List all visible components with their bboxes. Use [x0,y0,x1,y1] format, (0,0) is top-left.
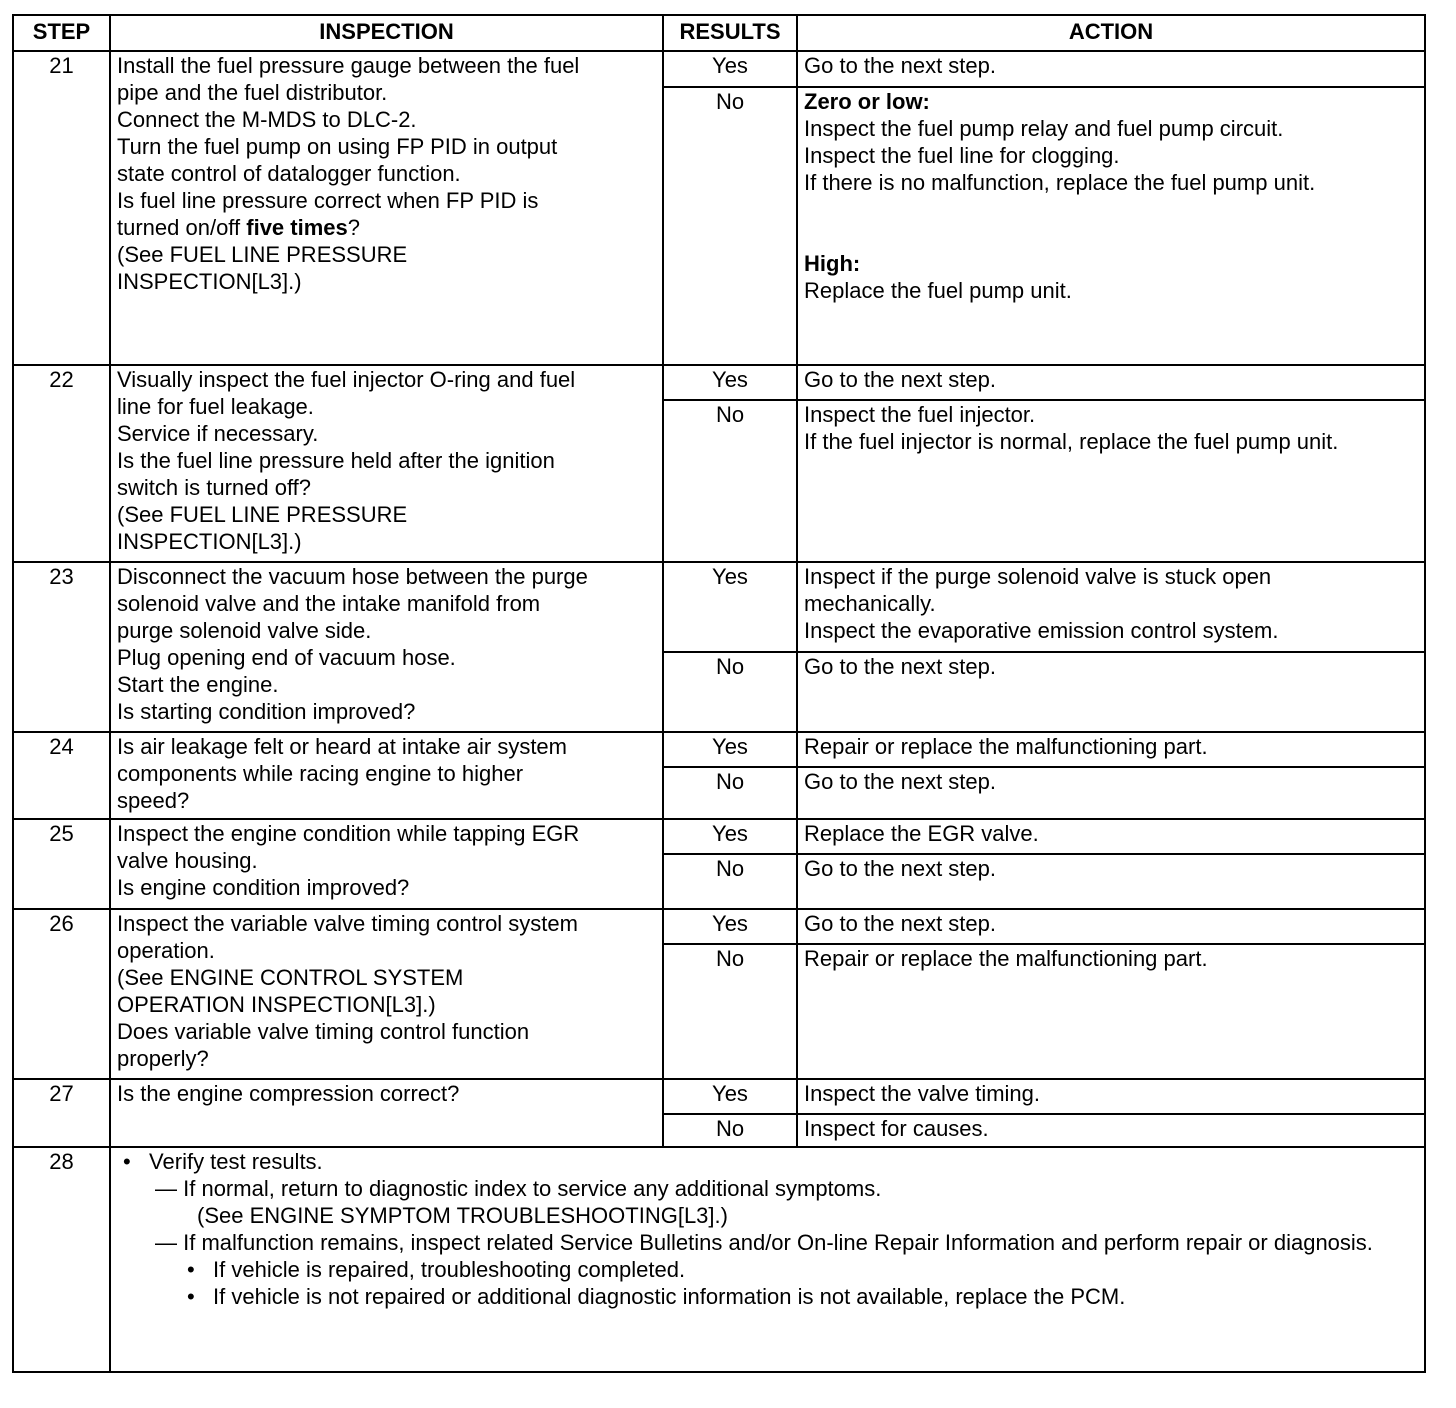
list-item [117,1229,1418,1256]
action-heading: Zero or low: [804,89,930,114]
step-number: 25 [13,819,110,909]
step-number: 23 [13,562,110,732]
action-no [797,87,1425,365]
result-no: No [663,767,797,819]
dash-icon: — [155,1176,177,1201]
inspection-cell [110,819,663,909]
action-yes: Go to the next step. [797,909,1425,944]
table-row [13,562,1425,652]
action-no: Go to the next step. [797,854,1425,909]
inspection-line: pipe and the fuel distributor. [117,80,388,105]
bullet-icon: • [123,1149,131,1174]
action-line: If there is no malfunction, replace the fuel pump unit. [804,170,1316,195]
table-row [13,1147,1425,1372]
step-number: 28 [13,1147,110,1372]
inspection-line: INSPECTION[L3].) [117,529,302,554]
step-number: 22 [13,365,110,562]
action-no: Repair or replace the malfunctioning part. [797,944,1425,1079]
action-yes [797,562,1425,652]
table-row [13,365,1425,400]
bullet-icon: • [187,1257,195,1282]
action-heading: High: [804,251,861,276]
inspection-text: turned on/off [117,215,247,240]
inspection-line: purge solenoid valve side. [117,618,372,643]
header-action: ACTION [797,15,1425,51]
inspection-line: components while racing engine to higher [117,761,524,786]
step-number: 21 [13,51,110,365]
result-no: No [663,1114,797,1147]
inspection-line: switch is turned off? [117,475,312,500]
action-no [797,400,1425,562]
inspection-line: Connect the M-MDS to DLC-2. [117,107,417,132]
inspection-line: Does variable valve timing control function [117,1019,530,1044]
header-results: RESULTS [663,15,797,51]
action-line: Inspect the fuel line for clogging. [804,143,1120,168]
inspection-line: Inspect the engine condition while tapping EGR [117,821,580,846]
action-no: Inspect for causes. [797,1114,1425,1147]
spacer [804,196,1418,250]
inspection-line: Is engine condition improved? [117,875,410,900]
result-no: No [663,854,797,909]
result-no: No [663,400,797,562]
action-yes: Repair or replace the malfunctioning part. [797,732,1425,767]
inspection-cell [110,732,663,819]
inspection-text: ? [347,215,360,240]
inspection-line: (See FUEL LINE PRESSURE [117,502,408,527]
inspection-line: Inspect the variable valve timing control system [117,911,578,936]
remains-text: If malfunction remains, inspect related Service Bulletins and/or On-line Repair Information and perform repair or diagnosis. [183,1230,1373,1255]
step-number: 27 [13,1079,110,1147]
list-item [117,1256,1418,1283]
inspection-line: Is starting condition improved? [117,699,416,724]
inspection-line: Turn the fuel pump on using FP PID in output [117,134,558,159]
result-no: No [663,652,797,732]
inspection-cell [110,51,663,365]
result-yes: Yes [663,909,797,944]
result-yes: Yes [663,732,797,767]
dash-icon: — [155,1230,177,1255]
inspection-line: Start the engine. [117,672,279,697]
repaired-text: If vehicle is repaired, troubleshooting completed. [213,1257,686,1282]
table-row [13,909,1425,944]
action-no: Go to the next step. [797,652,1425,732]
table-row [13,51,1425,87]
inspection-line: INSPECTION[L3].) [117,269,302,294]
inspection-line: Install the fuel pressure gauge between the fuel [117,53,580,78]
inspection-line: state control of datalogger function. [117,161,461,186]
not-repaired-text: If vehicle is not repaired or additional diagnostic information is not available, replace the PCM. [213,1284,1126,1309]
action-line: Inspect the fuel injector. [804,402,1036,427]
inspection-line: properly? [117,1046,209,1071]
inspection-line: line for fuel leakage. [117,394,314,419]
result-no: No [663,87,797,365]
bullet-icon: • [187,1284,195,1309]
action-line: Replace the fuel pump unit. [804,278,1072,303]
inspection-cell [110,1079,663,1147]
normal-text: If normal, return to diagnostic index to service any additional symptoms. [183,1176,882,1201]
result-yes: Yes [663,1079,797,1114]
action-yes: Go to the next step. [797,365,1425,400]
list-item [117,1148,1418,1175]
result-yes: Yes [663,51,797,87]
verify-text: Verify test results. [149,1149,323,1174]
inspection-line: Visually inspect the fuel injector O-ring and fuel [117,367,576,392]
inspection-line: operation. [117,938,215,963]
header-row [13,15,1425,51]
inspection-line: valve housing. [117,848,258,873]
action-yes: Replace the EGR valve. [797,819,1425,854]
list-item [117,1283,1418,1310]
result-no: No [663,944,797,1079]
result-yes: Yes [663,365,797,400]
table-row [13,732,1425,767]
header-step: STEP [13,15,110,51]
inspection-line: Is the fuel line pressure held after the ignition [117,448,555,473]
header-inspection: INSPECTION [110,15,663,51]
inspection-line: Service if necessary. [117,421,319,446]
final-instructions [110,1147,1425,1372]
reference-text: (See ENGINE SYMPTOM TROUBLESHOOTING[L3].) [197,1203,728,1228]
action-line: Inspect if the purge solenoid valve is stuck open [804,564,1272,589]
table-row [13,819,1425,854]
inspection-line: Is fuel line pressure correct when FP PID is [117,188,539,213]
inspection-cell [110,909,663,1079]
action-line: Inspect the fuel pump relay and fuel pump circuit. [804,116,1284,141]
list-item [117,1175,1418,1202]
action-yes: Inspect the valve timing. [797,1079,1425,1114]
inspection-cell [110,562,663,732]
inspection-line: (See ENGINE CONTROL SYSTEM [117,965,464,990]
inspection-line: Disconnect the vacuum hose between the purge [117,564,588,589]
inspection-line: speed? [117,788,190,813]
action-no: Go to the next step. [797,767,1425,819]
action-line: If the fuel injector is normal, replace the fuel pump unit. [804,429,1339,454]
step-number: 26 [13,909,110,1079]
inspection-emphasis: five times [246,215,348,240]
inspection-line: solenoid valve and the intake manifold from [117,591,541,616]
troubleshooting-table [12,14,1426,1373]
step-number: 24 [13,732,110,819]
action-line: Inspect the evaporative emission control system. [804,618,1279,643]
inspection-line: Is air leakage felt or heard at intake air system [117,734,567,759]
inspection-line: OPERATION INSPECTION[L3].) [117,992,436,1017]
inspection-cell [110,365,663,562]
inspection-line: Plug opening end of vacuum hose. [117,645,456,670]
table-row [13,1079,1425,1114]
action-yes: Go to the next step. [797,51,1425,87]
result-yes: Yes [663,562,797,652]
inspection-line: (See FUEL LINE PRESSURE [117,242,408,267]
inspection-line: Is the engine compression correct? [117,1081,460,1106]
action-line: mechanically. [804,591,936,616]
result-yes: Yes [663,819,797,854]
inspection-line [117,214,656,241]
